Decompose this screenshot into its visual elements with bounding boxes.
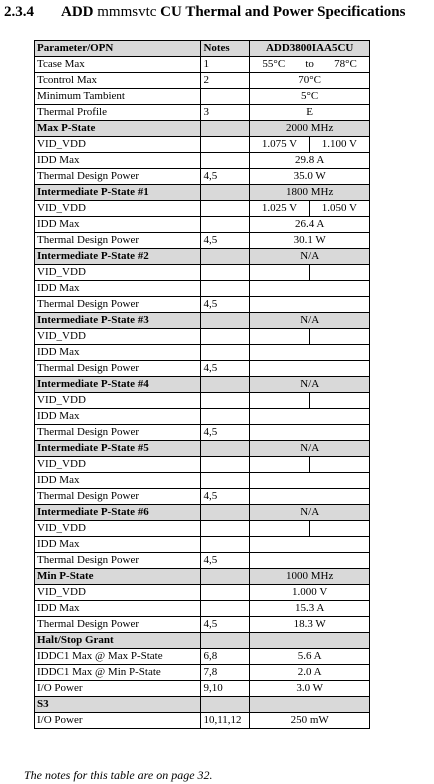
idd-label: IDD Max: [35, 153, 201, 169]
empty-cell: [250, 345, 370, 361]
vid-label: VID_VDD: [35, 329, 201, 345]
tdp-value: 35.0 W: [250, 169, 370, 185]
tdp-label: Thermal Design Power: [35, 617, 201, 633]
table-row: [35, 233, 370, 249]
profile-note: 3: [201, 105, 250, 121]
tdp-note: 4,5: [201, 297, 250, 313]
tdp-label: Thermal Design Power: [35, 233, 201, 249]
s3-title: S3: [35, 697, 201, 713]
idd-label: IDD Max: [35, 345, 201, 361]
empty-cell: [250, 297, 370, 313]
ip2-title: Intermediate P-State #2: [35, 249, 201, 265]
table-row: [35, 201, 370, 217]
iddc1-min-label: IDDC1 Max @ Min P-State: [35, 665, 201, 681]
empty-cell: [250, 361, 370, 377]
io-power-value: 250 mW: [250, 713, 370, 729]
table-row: [35, 553, 370, 569]
empty-cell: [201, 185, 250, 201]
header-notes: Notes: [201, 41, 250, 57]
tcase-note: 1: [201, 57, 250, 73]
tdp-value: 18.3 W: [250, 617, 370, 633]
empty-cell: [309, 393, 369, 409]
table-row: [35, 217, 370, 233]
empty-cell: [250, 633, 370, 649]
empty-cell: [250, 473, 370, 489]
table-row: [35, 665, 370, 681]
table-row: [35, 297, 370, 313]
vid-high-value: 1.050 V: [309, 201, 369, 217]
empty-cell: [250, 457, 309, 473]
table-row: [35, 585, 370, 601]
table-row: [35, 457, 370, 473]
vid-high-value: 1.100 V: [309, 137, 369, 153]
ip3-freq: N/A: [250, 313, 370, 329]
idd-value: 29.8 A: [250, 153, 370, 169]
section-row: [35, 505, 370, 521]
ip1-title: Intermediate P-State #1: [35, 185, 201, 201]
tdp-note: 4,5: [201, 489, 250, 505]
empty-cell: [201, 377, 250, 393]
tcase-to: to: [305, 58, 314, 70]
empty-cell: [201, 697, 250, 713]
section-number: 2.3.4: [4, 4, 34, 20]
vid-low-value: 1.025 V: [250, 201, 309, 217]
empty-cell: [250, 329, 309, 345]
tambient-note: [201, 89, 250, 105]
empty-cell: [250, 393, 309, 409]
empty-cell: [201, 505, 250, 521]
ip5-freq: N/A: [250, 441, 370, 457]
iddc1-max-note: 6,8: [201, 649, 250, 665]
section-row: [35, 121, 370, 137]
empty-cell: [201, 601, 250, 617]
table-row: [35, 329, 370, 345]
table-row: [35, 73, 370, 89]
vid-label: VID_VDD: [35, 201, 201, 217]
vid-label: VID_VDD: [35, 137, 201, 153]
empty-cell: [250, 553, 370, 569]
empty-cell: [201, 313, 250, 329]
idd-value: 15.3 A: [250, 601, 370, 617]
section-row: [35, 633, 370, 649]
table-row: [35, 537, 370, 553]
io-power-label: I/O Power: [35, 681, 201, 697]
empty-cell: [309, 521, 369, 537]
empty-cell: [201, 265, 250, 281]
table-row: [35, 57, 370, 73]
table-row: [35, 137, 370, 153]
min-pstate-freq: 1000 MHz: [250, 569, 370, 585]
empty-cell: [201, 537, 250, 553]
vid-label: VID_VDD: [35, 457, 201, 473]
table-header-row: [35, 41, 370, 57]
tcase-high: 78°C: [334, 58, 357, 70]
section-row: [35, 249, 370, 265]
empty-cell: [201, 153, 250, 169]
tdp-note: 4,5: [201, 553, 250, 569]
heading-prefix: ADD: [61, 4, 94, 20]
tdp-label: Thermal Design Power: [35, 361, 201, 377]
vid-label: VID_VDD: [35, 393, 201, 409]
idd-label: IDD Max: [35, 217, 201, 233]
tcontrol-value: 70°C: [250, 73, 370, 89]
table-row: [35, 89, 370, 105]
empty-cell: [201, 521, 250, 537]
io-power-value: 3.0 W: [250, 681, 370, 697]
profile-value: E: [250, 105, 370, 121]
empty-cell: [201, 217, 250, 233]
empty-cell: [250, 521, 309, 537]
tdp-note: 4,5: [201, 425, 250, 441]
empty-cell: [250, 697, 370, 713]
table-row: [35, 649, 370, 665]
spec-table: [34, 40, 370, 729]
section-row: [35, 185, 370, 201]
max-pstate-freq: 2000 MHz: [250, 121, 370, 137]
idd-label: IDD Max: [35, 473, 201, 489]
max-pstate-title: Max P-State: [35, 121, 201, 137]
table-row: [35, 361, 370, 377]
empty-cell: [201, 137, 250, 153]
empty-cell: [201, 249, 250, 265]
heading-middle: mmmsvtc: [97, 4, 157, 20]
empty-cell: [201, 569, 250, 585]
ip6-title: Intermediate P-State #6: [35, 505, 201, 521]
ip2-freq: N/A: [250, 249, 370, 265]
section-row: [35, 441, 370, 457]
empty-cell: [201, 585, 250, 601]
ip4-title: Intermediate P-State #4: [35, 377, 201, 393]
profile-label: Thermal Profile: [35, 105, 201, 121]
empty-cell: [250, 265, 309, 281]
iddc1-min-note: 7,8: [201, 665, 250, 681]
empty-cell: [309, 457, 369, 473]
io-power-label: I/O Power: [35, 713, 201, 729]
table-row: [35, 601, 370, 617]
idd-label: IDD Max: [35, 537, 201, 553]
empty-cell: [250, 425, 370, 441]
empty-cell: [201, 393, 250, 409]
iddc1-min-value: 2.0 A: [250, 665, 370, 681]
idd-label: IDD Max: [35, 281, 201, 297]
tdp-note: 4,5: [201, 361, 250, 377]
tambient-label: Minimum Tambient: [35, 89, 201, 105]
empty-cell: [309, 265, 369, 281]
vid-label: VID_VDD: [35, 265, 201, 281]
table-row: [35, 281, 370, 297]
iddc1-max-label: IDDC1 Max @ Max P-State: [35, 649, 201, 665]
ip5-title: Intermediate P-State #5: [35, 441, 201, 457]
tdp-note: 4,5: [201, 233, 250, 249]
empty-cell: [201, 409, 250, 425]
vid-value: 1.000 V: [250, 585, 370, 601]
tdp-label: Thermal Design Power: [35, 425, 201, 441]
header-opn: ADD3800IAA5CU: [250, 41, 370, 57]
section-row: [35, 569, 370, 585]
table-row: [35, 425, 370, 441]
empty-cell: [250, 409, 370, 425]
empty-cell: [201, 457, 250, 473]
tcase-value: [250, 57, 370, 73]
table-row: [35, 153, 370, 169]
tdp-note: 4,5: [201, 169, 250, 185]
header-parameter: Parameter/OPN: [35, 41, 201, 57]
empty-cell: [201, 441, 250, 457]
tdp-note: 4,5: [201, 617, 250, 633]
empty-cell: [201, 633, 250, 649]
table-row: [35, 681, 370, 697]
io-power-note: 9,10: [201, 681, 250, 697]
empty-cell: [201, 345, 250, 361]
vid-label: VID_VDD: [35, 585, 201, 601]
empty-cell: [250, 537, 370, 553]
tdp-value: 30.1 W: [250, 233, 370, 249]
table-row: [35, 489, 370, 505]
tdp-label: Thermal Design Power: [35, 297, 201, 313]
table-row: [35, 473, 370, 489]
empty-cell: [201, 473, 250, 489]
io-power-note: 10,11,12: [201, 713, 250, 729]
ip1-freq: 1800 MHz: [250, 185, 370, 201]
table-row: [35, 409, 370, 425]
tdp-label: Thermal Design Power: [35, 489, 201, 505]
tcontrol-label: Tcontrol Max: [35, 73, 201, 89]
min-pstate-title: Min P-State: [35, 569, 201, 585]
table-row: [35, 393, 370, 409]
empty-cell: [201, 281, 250, 297]
tcase-low: 55°C: [262, 58, 286, 70]
tcontrol-note: 2: [201, 73, 250, 89]
tcase-label: Tcase Max: [35, 57, 201, 73]
section-row: [35, 377, 370, 393]
table-row: [35, 265, 370, 281]
table-row: [35, 521, 370, 537]
section-row: [35, 697, 370, 713]
section-heading: [4, 4, 432, 21]
empty-cell: [250, 489, 370, 505]
table-row: [35, 169, 370, 185]
ip6-freq: N/A: [250, 505, 370, 521]
table-row: [35, 713, 370, 729]
ip3-title: Intermediate P-State #3: [35, 313, 201, 329]
empty-cell: [250, 281, 370, 297]
iddc1-max-value: 5.6 A: [250, 649, 370, 665]
tambient-value: 5°C: [250, 89, 370, 105]
idd-label: IDD Max: [35, 409, 201, 425]
idd-label: IDD Max: [35, 601, 201, 617]
tdp-label: Thermal Design Power: [35, 169, 201, 185]
table-row: [35, 105, 370, 121]
tdp-label: Thermal Design Power: [35, 553, 201, 569]
heading-suffix: CU Thermal and Power Specifications: [160, 4, 406, 20]
empty-cell: [201, 329, 250, 345]
empty-cell: [201, 201, 250, 217]
idd-value: 26.4 A: [250, 217, 370, 233]
empty-cell: [309, 329, 369, 345]
section-row: [35, 313, 370, 329]
table-row: [35, 345, 370, 361]
empty-cell: [201, 121, 250, 137]
ip4-freq: N/A: [250, 377, 370, 393]
table-footnote: The notes for this table are on page 32.: [24, 768, 213, 782]
table-row: [35, 617, 370, 633]
vid-label: VID_VDD: [35, 521, 201, 537]
halt-title: Halt/Stop Grant: [35, 633, 201, 649]
vid-low-value: 1.075 V: [250, 137, 309, 153]
